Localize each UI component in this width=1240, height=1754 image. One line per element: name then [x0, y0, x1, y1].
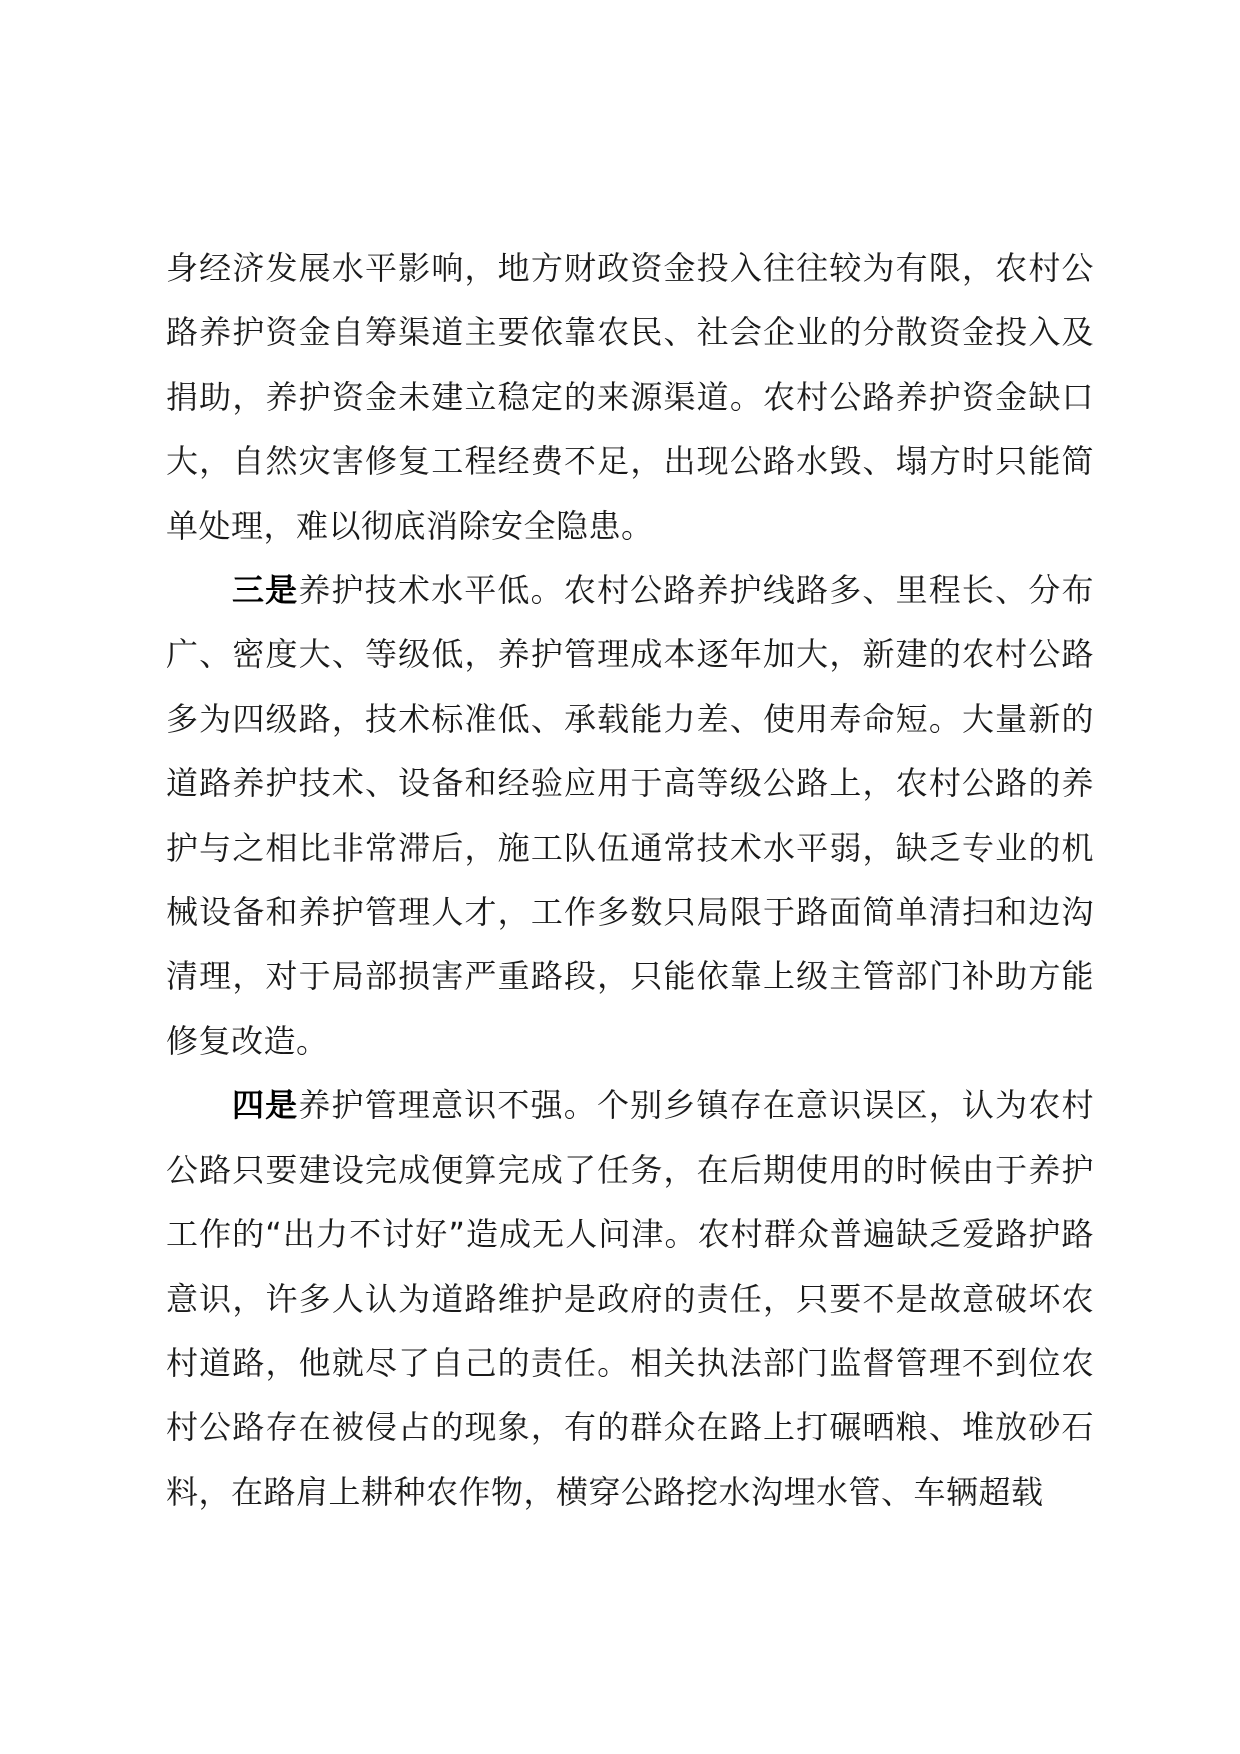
- paragraph-point-four: [166, 1073, 1094, 1524]
- paragraph-continuation: 身经济发展水平影响，地方财政资金投入往往较为有限，农村公路养护资金自筹渠道主要依靠农民、社会企业的分散资金投入及捐助，养护资金未建立稳定的来源渠道。农村公路养护资金缺口大，自然灾害修复工程经费不足，出现公路水毁、塌方时只能简单处理，难以彻底消除安全隐患。: [166, 249, 1094, 545]
- paragraph-point-three: [166, 558, 1094, 1073]
- paragraph-lead-label: 四是: [232, 1086, 299, 1125]
- document-body: [166, 236, 1094, 1524]
- paragraph-lead-label: 三是: [232, 571, 299, 610]
- paragraph-body: 养护管理意识不强。个别乡镇存在意识误区，认为农村公路只要建设完成便算完成了任务，在后期使用的时候由于养护工作的“出力不讨好”造成无人问津。农村群众普遍缺乏爱路护路意识，许多人认为道路维护是政府的责任，只要不是故意破坏农村道路，他就尽了自己的责任。相关执法部门监督管理不到位农村公路存在被侵占的现象，有的群众在路上打碾晒粮、堆放砂石料，在路肩上耕种农作物，横穿公路挖水沟埋水管、车辆超载: [166, 1086, 1094, 1511]
- paragraph-body: 养护技术水平低。农村公路养护线路多、里程长、分布广、密度大、等级低，养护管理成本逐年加大，新建的农村公路多为四级路，技术标准低、承载能力差、使用寿命短。大量新的道路养护技术、设备和经验应用于高等级公路上，农村公路的养护与之相比非常滞后，施工队伍通常技术水平弱，缺乏专业的机械设备和养护管理人才，工作多数只局限于路面简单清扫和边沟清理，对于局部损害严重路段，只能依靠上级主管部门补助方能修复改造。: [166, 571, 1094, 1060]
